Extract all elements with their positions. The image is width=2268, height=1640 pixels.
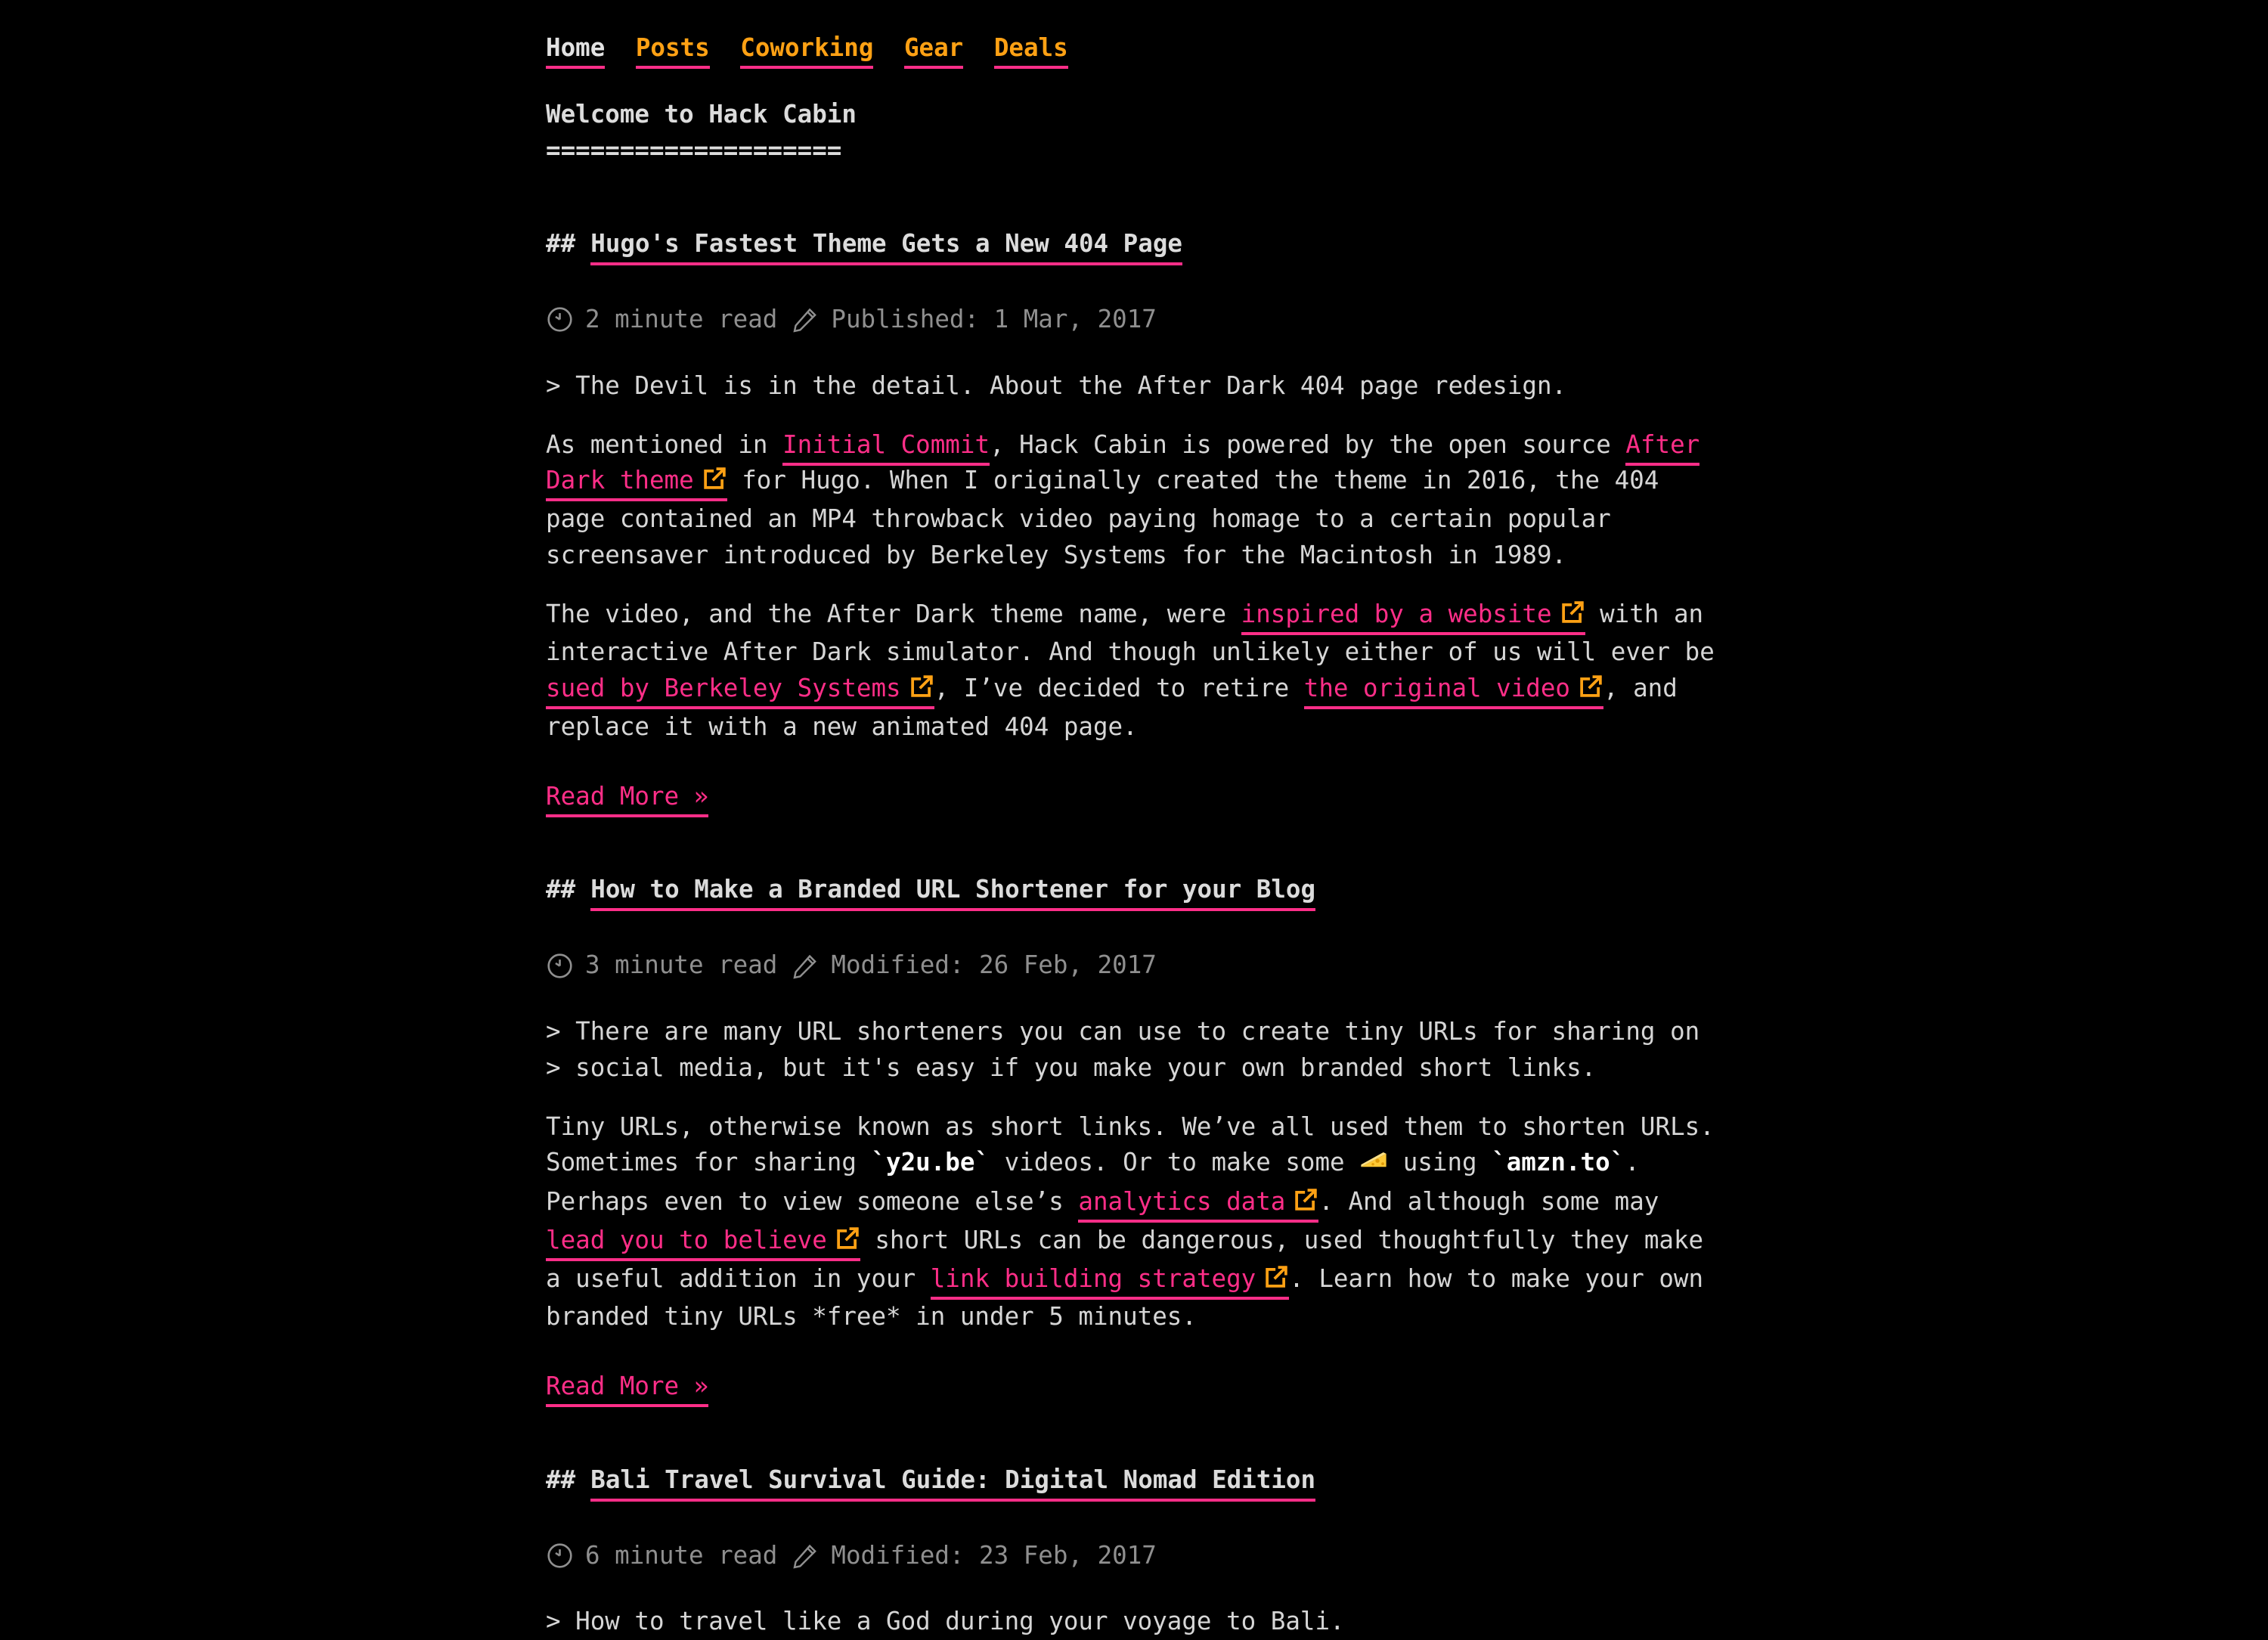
post-title-link[interactable]: Bali Travel Survival Guide: Digital Nomad Edition xyxy=(590,1465,1315,1502)
post-article-2 xyxy=(546,872,1722,1404)
post-date-label: Modified: 23 Feb, 2017 xyxy=(831,1540,1157,1570)
pencil-icon xyxy=(792,1542,820,1570)
post-excerpt xyxy=(546,1109,1722,1336)
post-summary-quote xyxy=(546,1604,1722,1640)
pencil-icon xyxy=(792,952,820,980)
post-heading xyxy=(546,1462,1722,1499)
post-summary-quote xyxy=(546,1014,1722,1087)
pencil-icon xyxy=(792,305,820,333)
post-article-3 xyxy=(546,1462,1722,1640)
heading-hash-prefix: ## xyxy=(546,875,576,904)
post-title-link[interactable]: Hugo's Fastest Theme Gets a New 404 Page xyxy=(590,229,1182,265)
quote-line: > social media, but it's easy if you make your own branded short links. xyxy=(546,1053,1597,1082)
post-title-link[interactable]: How to Make a Branded URL Shortener for your Blog xyxy=(590,875,1315,911)
post-heading xyxy=(546,226,1722,262)
nav-item-home[interactable]: Home xyxy=(546,33,605,69)
read-more-link[interactable]: Read More » xyxy=(546,782,708,817)
external-link-icon xyxy=(1560,599,1585,635)
read-more-link[interactable]: Read More » xyxy=(546,1372,708,1407)
site-header xyxy=(546,97,1722,169)
read-time-label: 6 minute read xyxy=(585,1540,778,1570)
post-date-label: Modified: 26 Feb, 2017 xyxy=(831,950,1157,980)
external-link-icon xyxy=(909,673,934,709)
site-title: Welcome to Hack Cabin xyxy=(546,99,857,129)
read-time-label: 2 minute read xyxy=(585,305,778,334)
quote-line: > The Devil is in the detail. About the After Dark 404 page redesign. xyxy=(546,370,1567,400)
nav-item-posts[interactable]: Posts xyxy=(636,33,710,69)
quote-line: > There are many URL shorteners you can use to create tiny URLs for sharing on xyxy=(546,1017,1700,1046)
excerpt-paragraph: Tiny URLs, otherwise known as short links. We’ve all used them to shorten URLs. Sometimes for sharing `y2u.be` videos. Or to make some using `amzn.to`. Perhaps even to view someone else’s analytics data . And although some may lead you to believe short URLs can be dangerous, used thoughtfully they make a useful addition in your link building strategy . Learn how to make your own branded tiny URLs *free* in under 5 minutes. xyxy=(546,1111,1715,1332)
inline-link[interactable]: sued by Berkeley Systems xyxy=(546,674,934,709)
post-heading xyxy=(546,872,1722,908)
inline-link[interactable]: lead you to believe xyxy=(546,1226,860,1261)
inline-code: `y2u.be` xyxy=(871,1148,990,1177)
inline-link[interactable]: link building strategy xyxy=(931,1264,1289,1300)
external-link-icon xyxy=(835,1225,860,1261)
post-article-1 xyxy=(546,226,1722,814)
cheese-emoji xyxy=(1359,1145,1388,1184)
excerpt-paragraph: As mentioned in Initial Commit, Hack Cabin is powered by the open source After Dark theme for Hugo. When I originally created the theme in 2016, the 404 page contained an MP4 throwback video paying homage to a certain popular screensaver introduced by Berkeley Systems for the Macintosh in 1989. xyxy=(546,429,1700,569)
inline-link[interactable]: the original video xyxy=(1304,674,1603,709)
nav-item-coworking[interactable]: Coworking xyxy=(740,33,873,69)
excerpt-paragraph: The video, and the After Dark theme name, were inspired by a website with an interactive After Dark simulator. And though unlikely either of us will ever be sued by Berkeley Systems , I’ve decided to retire the original video , and replace it with a new animated 404 page. xyxy=(546,599,1715,741)
inline-code: `amzn.to` xyxy=(1492,1148,1625,1177)
site-title-underline: ==================== xyxy=(546,135,842,165)
quote-line: > How to travel like a God during your voyage to Bali. xyxy=(546,1607,1345,1636)
inline-link[interactable]: Initial Commit xyxy=(782,430,990,466)
post-excerpt xyxy=(546,427,1722,746)
clock-icon xyxy=(546,952,574,980)
read-time-label: 3 minute read xyxy=(585,950,778,980)
external-link-icon xyxy=(702,465,727,501)
post-meta xyxy=(546,1538,1722,1574)
heading-hash-prefix: ## xyxy=(546,1465,576,1494)
external-link-icon xyxy=(1294,1186,1318,1223)
external-link-icon xyxy=(1264,1263,1289,1300)
post-summary-quote xyxy=(546,368,1722,405)
post-meta xyxy=(546,302,1722,338)
external-link-icon xyxy=(1579,673,1603,709)
nav-item-gear[interactable]: Gear xyxy=(904,33,963,69)
page-container xyxy=(546,0,1722,1640)
inline-link[interactable]: inspired by a website xyxy=(1241,600,1585,635)
heading-hash-prefix: ## xyxy=(546,229,576,259)
post-meta xyxy=(546,947,1722,984)
nav-item-deals[interactable]: Deals xyxy=(994,33,1068,69)
post-date-label: Published: 1 Mar, 2017 xyxy=(831,305,1157,334)
inline-link[interactable]: After Dark theme xyxy=(546,430,1699,502)
main-nav xyxy=(546,30,1722,67)
clock-icon xyxy=(546,1542,574,1570)
clock-icon xyxy=(546,305,574,333)
inline-link[interactable]: analytics data xyxy=(1078,1187,1318,1223)
